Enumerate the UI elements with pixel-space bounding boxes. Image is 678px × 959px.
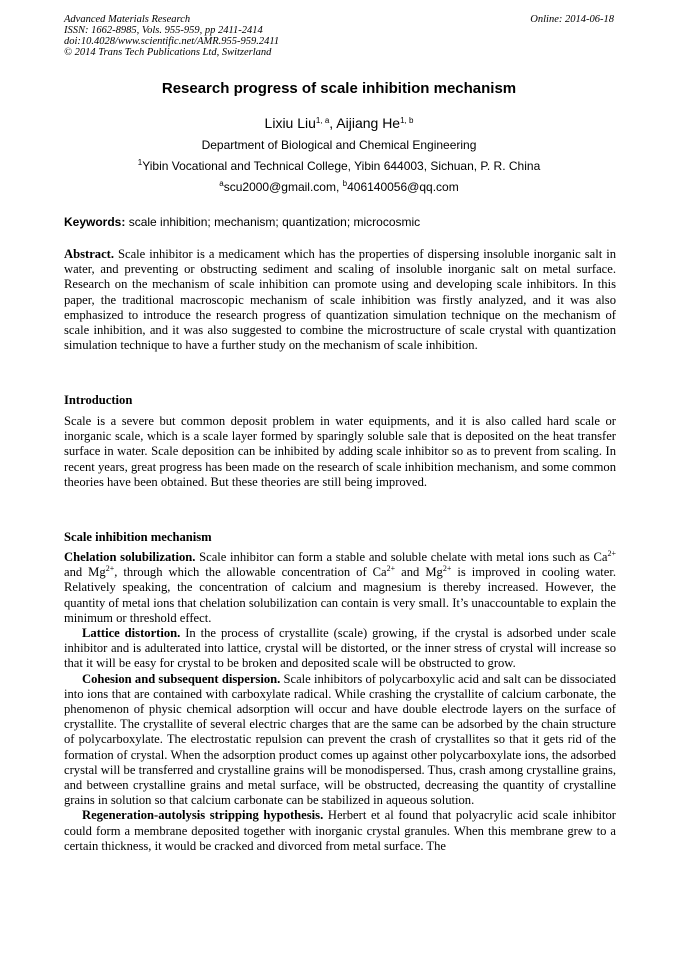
author-1: Lixiu Liu <box>264 115 316 131</box>
chelation-text-5: is improved in cooling water. Relatively speaking, the concentration of calcium and magnesium is thereby increased. However, the quantity of metal ions that chelation solubilization can contain is very small. It’s unaccountable to explain the minimum or threshold effect. <box>64 565 617 625</box>
author-sep: , <box>329 115 337 131</box>
chelation-text-3: , through which the allowable concentration of Ca <box>114 565 387 580</box>
regeneration-paragraph <box>64 808 616 854</box>
chelation-paragraph <box>64 550 616 626</box>
cohesion-text: Scale inhibitors of polycarboxylic acid and salt can be dissociated into ions that are contained with carboxylate radical. While crashing the crystallite of calcium carbonate, the phenomenon of physic chemical adsorption will occur and have double electrode layers on the surface of crystallite. The crystallite of several electric charges that are the same can be adsorbed by the chain structure of polycarboxylate. The electrostatic repulsion can prevent the crash of crystallites so that it gets rid of the formation of crystal. When the adsorption product comes up against other polycarboxylate ions, the adsorbed crystal will be transferred and crystalline grains will be monodispersed. Thus, crash among crystalline grains, and between crystalline grains and metal surface, will be obstructed, decreasing the quantity of crystalline grains in solution so that calcium carbonate can be stabilized in aqueous solution. <box>64 671 616 808</box>
paper-title: Research progress of scale inhibition mechanism <box>161 80 517 97</box>
chelation-text-2: and Mg <box>64 565 106 580</box>
department: Department of Biological and Chemical Engineering <box>201 138 477 152</box>
email-line <box>0 180 678 195</box>
affiliation-text: Yibin Vocational and Technical College, Yibin 644003, Sichuan, P. R. China <box>142 159 541 173</box>
regeneration-label: Regeneration-autolysis stripping hypothesis. <box>82 808 324 823</box>
keywords-label: Keywords: <box>64 215 126 229</box>
regeneration-text: Herbert et al found that polyacrylic acid scale inhibitor could form a membrane deposited together with inorganic crystal granules. When this membrane grew to a certain thickness, it would be cracked and divorced from metal surface. The <box>64 808 616 853</box>
lattice-label: Lattice distortion. <box>82 626 181 641</box>
mg-charge-2: 2+ <box>442 564 452 574</box>
online-date <box>530 14 614 25</box>
keywords <box>64 215 614 230</box>
introduction-body <box>64 414 616 490</box>
email-b-sup: b <box>342 179 348 188</box>
abstract-paragraph <box>64 247 616 353</box>
journal-header <box>64 14 279 58</box>
copyright-line: © 2014 Trans Tech Publications Ltd, Switzerland <box>64 47 272 58</box>
mg-charge-1: 2+ <box>105 564 115 574</box>
author-1-sup: 1, a <box>315 116 330 125</box>
journal-name: Advanced Materials Research <box>64 14 191 25</box>
keywords-text: scale inhibition; mechanism; quantization; microcosmic <box>125 215 421 229</box>
mechanism-body <box>64 550 616 854</box>
author-2-sup: 1, b <box>400 116 414 125</box>
author-line <box>0 114 678 132</box>
cohesion-label: Cohesion and subsequent dispersion. <box>82 671 281 686</box>
doi-line: doi:10.4028/www.scientific.net/AMR.955-959.2411 <box>64 36 280 47</box>
online-date-text: Online: 2014-06-18 <box>530 14 614 25</box>
cohesion-paragraph <box>64 672 616 809</box>
abstract <box>64 247 616 353</box>
affiliation <box>0 159 678 174</box>
chelation-text-4: and Mg <box>395 565 443 580</box>
issn-line: ISSN: 1662-8985, Vols. 955-959, pp 2411-2414 <box>64 25 263 36</box>
ca-charge-1: 2+ <box>607 549 617 558</box>
introduction-paragraph: Scale is a severe but common deposit problem in water equipments, and it is also called hard scale or inorganic scale, which is a scale layer formed by sparingly soluble sale that is deposited on the heat transfer surface in water. Scale deposition can be inhibited by adding scale inhibitor so as to prevent from scaling. In recent years, great progress has been made on the research of scale inhibition mechanism, and some common theories have been obtained. But these theories are still being improved. <box>64 414 616 489</box>
chelation-text-1: Scale inhibitor can form a stable and soluble chelate with metal ions such as Ca <box>195 550 608 564</box>
mechanism-heading: Scale inhibition mechanism <box>64 530 212 544</box>
author-2: Aijiang He <box>336 115 401 131</box>
abstract-text: Scale inhibitor is a medicament which has the properties of dispersing insoluble inorganic salt in water, and preventing or obstructing sediment and scaling of insoluble inorganic salt on metal surface. Research on the mechanism of scale inhibition can promote using and developing scale inhibitors. In this paper, the traditional macroscopic mechanism of scale inhibition was firstly analyzed, and it was also emphasized to introduce the research progress of quantization simulation technique on the mechanism of scale inhibition, and it was also suggested to combine the microstructure of scale crystal with quantization simulation technique to have a further study on the mechanism of scale inhibition. <box>64 247 616 353</box>
chelation-label: Chelation solubilization. <box>64 550 196 564</box>
lattice-paragraph <box>64 626 616 672</box>
email-a-sup: a <box>219 179 224 188</box>
lattice-text: In the process of crystallite (scale) growing, if the crystal is adsorbed under scale inhibitor and is adulterated into lattice, crystal will be distorted, or the inner stress of crystal will increase so that it will be easy for crystal to be broken and deposited scale will be obstructed to grow. <box>64 626 616 671</box>
ca-charge-2: 2+ <box>386 564 396 574</box>
email-b: 406140056@qq.com <box>347 180 459 194</box>
abstract-label: Abstract. <box>64 247 115 261</box>
introduction-heading: Introduction <box>64 393 133 407</box>
email-a: scu2000@gmail.com, <box>223 180 343 194</box>
affiliation-sup: 1 <box>137 158 143 167</box>
